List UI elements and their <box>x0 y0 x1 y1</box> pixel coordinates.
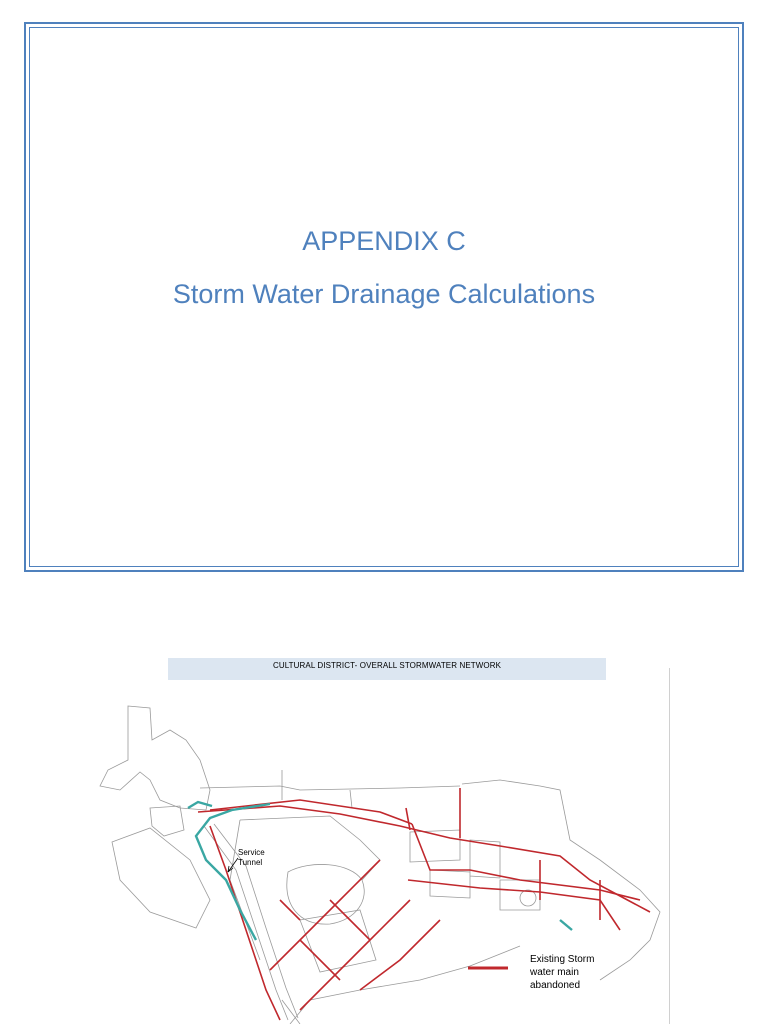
diagonal-main-1 <box>270 860 380 970</box>
service-tunnel-spur <box>188 802 212 808</box>
west-block-outline <box>112 828 210 928</box>
north-blocks-outline <box>200 770 460 808</box>
north-spur-2 <box>406 808 410 830</box>
east-spur <box>540 860 600 920</box>
service-tunnel-label-line2: Tunnel <box>238 858 263 867</box>
roundabout-outline <box>520 890 536 906</box>
north-pier-outline <box>100 706 210 810</box>
legend-line2: water main <box>530 967 579 978</box>
legend-line3: abandoned <box>530 980 581 991</box>
legend-line1: Existing Storm <box>530 954 595 965</box>
service-tunnel-east <box>560 920 572 930</box>
diagonal-main-2 <box>300 900 410 1010</box>
cross-branch-1 <box>300 940 340 980</box>
grid-blocks <box>300 830 540 972</box>
north-main-line <box>198 806 650 912</box>
diagonal-main-3 <box>360 920 440 990</box>
service-tunnel-label-line1: Service <box>238 848 265 857</box>
map-header: CULTURAL DISTRICT- OVERALL STORMWATER NETWORK <box>168 658 606 680</box>
mid-main-line <box>408 880 620 930</box>
cross-branch-2 <box>330 900 370 940</box>
service-tunnel-label <box>238 848 265 868</box>
small-block-outline <box>150 806 184 836</box>
service-tunnel-curve <box>196 804 270 940</box>
appendix-subtitle: Storm Water Drainage Calculations <box>172 279 596 309</box>
legend-label <box>530 953 594 992</box>
east-coast-outline <box>462 780 660 980</box>
central-park-outline <box>230 816 380 960</box>
appendix-title: APPENDIX C <box>302 226 466 256</box>
